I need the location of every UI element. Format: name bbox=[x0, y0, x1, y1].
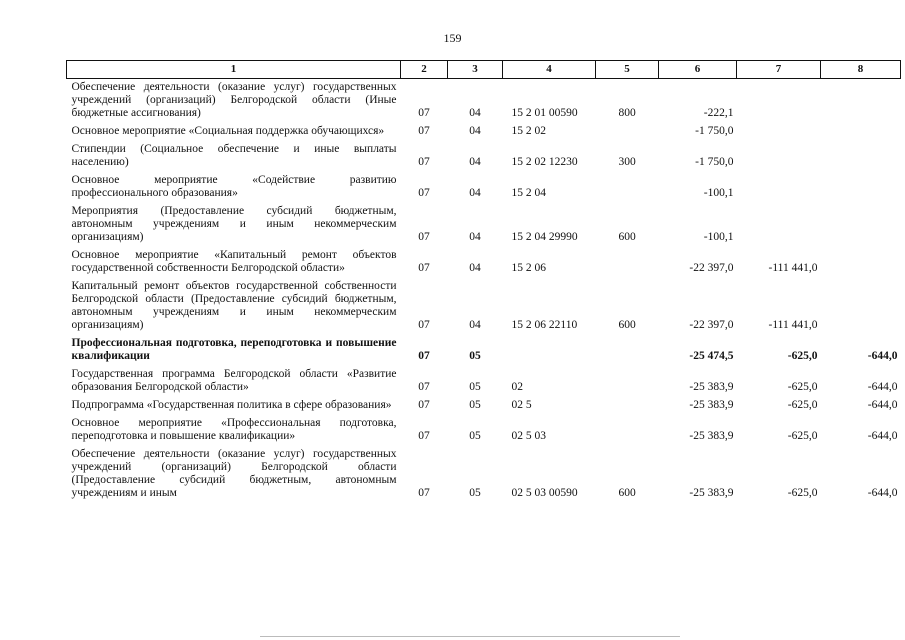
column-header: 6 bbox=[659, 61, 737, 79]
page-number: 159 bbox=[443, 31, 462, 45]
amount-cell bbox=[821, 79, 901, 124]
table-row bbox=[67, 278, 901, 335]
amount-cell bbox=[737, 172, 821, 203]
row-name-cell: Государственная программа Белгородской области «Развитие образования Белгородской области» bbox=[71, 368, 397, 393]
expense-type-cell bbox=[596, 123, 659, 141]
target-article-cell: 15 2 04 bbox=[511, 187, 546, 199]
amount-cell: -625,0 bbox=[787, 399, 818, 411]
target-article-cell: 02 bbox=[511, 381, 523, 393]
amount-cell: -644,0 bbox=[867, 350, 898, 362]
amount-cell bbox=[821, 141, 901, 172]
row-name-cell: Капитальный ремонт объектов государственной собственности Белгородской области (Предоставление субсидий бюджетным, автономным учреждениям и иным некоммерческим организациям) bbox=[71, 280, 397, 331]
subsection-code-cell: 04 bbox=[469, 125, 481, 137]
subsection-code-cell: 05 bbox=[469, 399, 481, 411]
amount-cell: -644,0 bbox=[867, 399, 898, 411]
amount-cell: -100,1 bbox=[703, 187, 734, 199]
target-article-cell bbox=[503, 335, 596, 366]
table-row bbox=[67, 366, 901, 397]
amount-cell: -111 441,0 bbox=[768, 262, 818, 274]
row-name-cell: Обеспечение деятельности (оказание услуг) государственных учреждений (организаций) Белгородской области (Предоставление субсидий бюджетным, автономным учреждениям и иным bbox=[71, 448, 397, 499]
row-name-cell: Основное мероприятие «Социальная поддержка обучающихся» bbox=[71, 125, 385, 137]
section-code-cell: 07 bbox=[418, 350, 430, 362]
amount-cell: -111 441,0 bbox=[768, 319, 818, 331]
expense-type-cell: 300 bbox=[618, 156, 636, 168]
subsection-code-cell: 05 bbox=[469, 430, 481, 442]
column-header: 4 bbox=[503, 61, 596, 79]
amount-cell: -625,0 bbox=[787, 381, 818, 393]
row-name-cell: Основное мероприятие «Содействие развитию профессионального образования» bbox=[71, 174, 397, 199]
row-name-cell: Профессиональная подготовка, переподготовка и повышение квалификации bbox=[71, 337, 397, 362]
section-code-cell: 07 bbox=[418, 231, 430, 243]
target-article-cell: 02 5 03 bbox=[511, 430, 546, 442]
section-code-cell: 07 bbox=[418, 187, 430, 199]
section-code-cell: 07 bbox=[418, 487, 430, 499]
amount-cell: -100,1 bbox=[703, 231, 734, 243]
amount-cell bbox=[821, 172, 901, 203]
table-row bbox=[67, 415, 901, 446]
target-article-cell: 15 2 04 29990 bbox=[511, 231, 578, 243]
expense-type-cell bbox=[596, 172, 659, 203]
subsection-code-cell: 05 bbox=[469, 350, 481, 362]
amount-cell: -222,1 bbox=[703, 107, 734, 119]
amount-cell bbox=[737, 123, 821, 141]
table-row bbox=[67, 123, 901, 141]
amount-cell: -644,0 bbox=[867, 430, 898, 442]
amount-cell: -1 750,0 bbox=[695, 156, 734, 168]
table-row bbox=[67, 247, 901, 278]
amount-cell: -644,0 bbox=[867, 381, 898, 393]
expense-type-cell bbox=[596, 247, 659, 278]
table-row bbox=[67, 172, 901, 203]
column-header: 3 bbox=[448, 61, 503, 79]
column-header: 5 bbox=[596, 61, 659, 79]
expense-type-cell: 600 bbox=[618, 231, 636, 243]
amount-cell: -25 383,9 bbox=[689, 381, 734, 393]
amount-cell: -25 383,9 bbox=[689, 430, 734, 442]
amount-cell bbox=[821, 278, 901, 335]
table-row bbox=[67, 446, 901, 503]
section-code-cell: 07 bbox=[418, 430, 430, 442]
amount-cell bbox=[737, 141, 821, 172]
expense-type-cell bbox=[596, 397, 659, 415]
row-name-cell: Основное мероприятие «Капитальный ремонт объектов государственной собственности Белгородской области» bbox=[71, 249, 397, 274]
row-name-cell: Стипендии (Социальное обеспечение и иные выплаты населению) bbox=[71, 143, 397, 168]
target-article-cell: 15 2 01 00590 bbox=[511, 107, 578, 119]
expense-type-cell: 800 bbox=[618, 107, 636, 119]
amount-cell bbox=[821, 123, 901, 141]
subsection-code-cell: 04 bbox=[469, 107, 481, 119]
target-article-cell: 15 2 02 bbox=[511, 125, 546, 137]
footer-divider bbox=[260, 636, 680, 637]
table-row bbox=[67, 203, 901, 247]
column-header: 8 bbox=[821, 61, 901, 79]
budget-table bbox=[66, 60, 901, 503]
table-row bbox=[67, 79, 901, 124]
section-code-cell: 07 bbox=[418, 381, 430, 393]
subsection-code-cell: 05 bbox=[469, 381, 481, 393]
amount-cell bbox=[737, 79, 821, 124]
row-name-cell: Подпрограмма «Государственная политика в сфере образования» bbox=[71, 399, 392, 411]
subsection-code-cell: 04 bbox=[469, 231, 481, 243]
target-article-cell: 02 5 bbox=[511, 399, 532, 411]
amount-cell: -25 383,9 bbox=[689, 399, 734, 411]
amount-cell: -25 383,9 bbox=[689, 487, 734, 499]
expense-type-cell: 600 bbox=[618, 487, 636, 499]
section-code-cell: 07 bbox=[418, 262, 430, 274]
subsection-code-cell: 04 bbox=[469, 262, 481, 274]
table-header-row bbox=[67, 61, 901, 79]
amount-cell: -625,0 bbox=[787, 487, 818, 499]
amount-cell bbox=[821, 203, 901, 247]
table-row bbox=[67, 397, 901, 415]
expense-type-cell: 600 bbox=[618, 319, 636, 331]
expense-type-cell bbox=[596, 415, 659, 446]
amount-cell: -644,0 bbox=[867, 487, 898, 499]
amount-cell: -1 750,0 bbox=[695, 125, 734, 137]
row-name-cell: Мероприятия (Предоставление субсидий бюджетным, автономным учреждениям и иным некоммерческим организациям) bbox=[71, 205, 397, 243]
amount-cell: -22 397,0 bbox=[689, 262, 734, 274]
amount-cell bbox=[737, 203, 821, 247]
target-article-cell: 02 5 03 00590 bbox=[511, 487, 578, 499]
column-header: 7 bbox=[737, 61, 821, 79]
row-name-cell: Основное мероприятие «Профессиональная подготовка, переподготовка и повышение квалификации» bbox=[71, 417, 397, 442]
table-row bbox=[67, 335, 901, 366]
table-body bbox=[67, 79, 901, 504]
section-code-cell: 07 bbox=[418, 107, 430, 119]
expense-type-cell bbox=[596, 366, 659, 397]
section-code-cell: 07 bbox=[418, 319, 430, 331]
amount-cell: -625,0 bbox=[787, 350, 818, 362]
amount-cell: -25 474,5 bbox=[689, 350, 734, 362]
subsection-code-cell: 04 bbox=[469, 156, 481, 168]
expense-type-cell bbox=[596, 335, 659, 366]
subsection-code-cell: 04 bbox=[469, 319, 481, 331]
amount-cell bbox=[821, 247, 901, 278]
table-row bbox=[67, 141, 901, 172]
column-header: 2 bbox=[401, 61, 448, 79]
target-article-cell: 15 2 02 12230 bbox=[511, 156, 578, 168]
section-code-cell: 07 bbox=[418, 399, 430, 411]
column-header: 1 bbox=[67, 61, 401, 79]
target-article-cell: 15 2 06 bbox=[511, 262, 546, 274]
subsection-code-cell: 04 bbox=[469, 187, 481, 199]
amount-cell: -22 397,0 bbox=[689, 319, 734, 331]
row-name-cell: Обеспечение деятельности (оказание услуг) государственных учреждений (организаций) Белгородской области (Иные бюджетные ассигнования) bbox=[71, 81, 397, 119]
amount-cell: -625,0 bbox=[787, 430, 818, 442]
section-code-cell: 07 bbox=[418, 156, 430, 168]
target-article-cell: 15 2 06 22110 bbox=[511, 319, 578, 331]
section-code-cell: 07 bbox=[418, 125, 430, 137]
subsection-code-cell: 05 bbox=[469, 487, 481, 499]
